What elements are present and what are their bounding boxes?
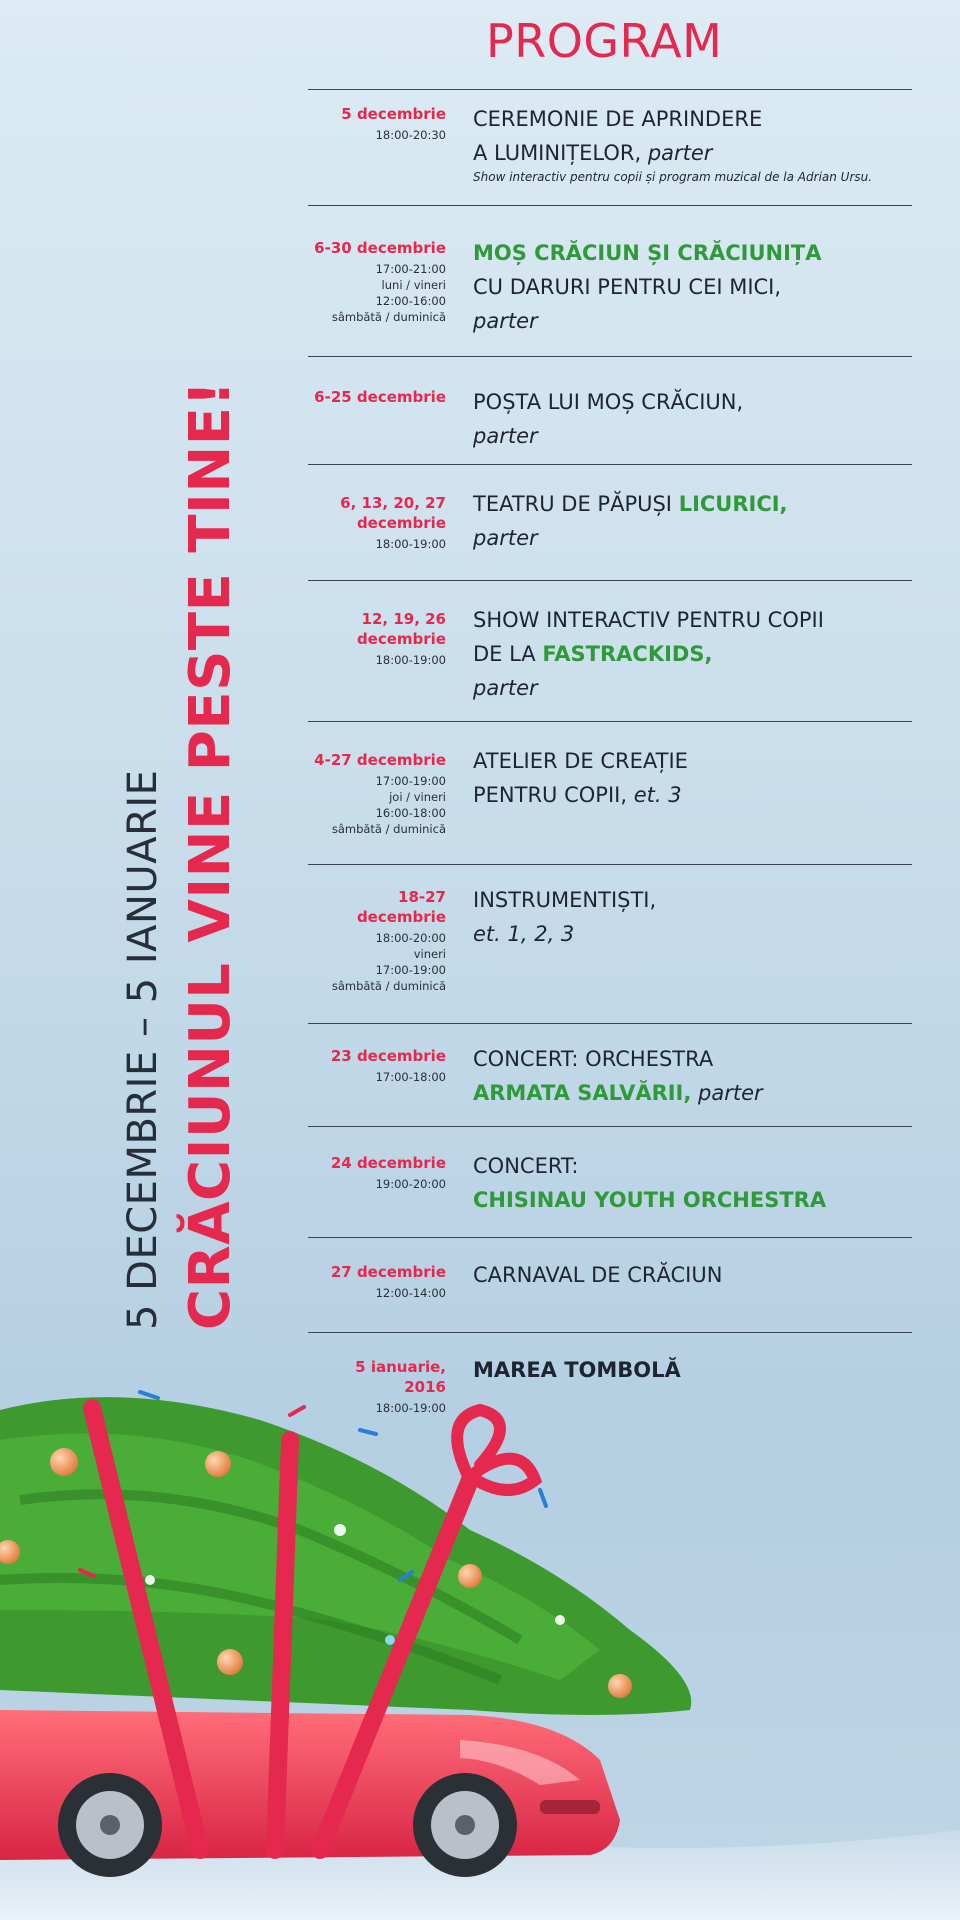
event-date: 2016 (404, 1378, 446, 1396)
event-date-block (308, 104, 446, 143)
event-date: decembrie (356, 514, 446, 532)
event-title-line: TEATRU DE PĂPUȘI (473, 492, 672, 516)
event-days: luni / vineri (381, 278, 446, 292)
event-time: 12:00-14:00 (375, 1286, 446, 1300)
event-date: 12, 19, 26 (361, 610, 446, 628)
event-row (308, 580, 912, 721)
event-title-line: MAREA TOMBOLĂ (473, 1358, 681, 1382)
event-description (473, 1042, 913, 1110)
event-title-line: CONCERT: ORCHESTRA (473, 1047, 714, 1071)
event-description (473, 1149, 913, 1217)
event-title-line: SHOW INTERACTIV PENTRU COPII (473, 608, 824, 632)
event-description (473, 236, 913, 338)
event-title-line: PENTRU COPII, (473, 783, 628, 807)
event-description (473, 487, 913, 555)
event-date: 4-27 decembrie (314, 751, 446, 769)
event-row (308, 464, 912, 580)
event-location: parter (473, 424, 538, 448)
event-highlight: ARMATA SALVĂRII, (473, 1081, 692, 1105)
event-highlight: MOȘ CRĂCIUN ȘI CRĂCIUNIȚA (473, 241, 822, 265)
event-date-block (308, 609, 446, 668)
event-row (308, 89, 912, 205)
event-title-line: POȘTA LUI MOȘ CRĂCIUN, (473, 390, 744, 414)
event-location: parter (473, 676, 538, 700)
event-date: 6-30 decembrie (314, 239, 446, 257)
event-description (473, 385, 913, 453)
event-location: et. 3 (633, 783, 682, 807)
event-note: Show interactiv pentru copii și program muzical de la Adrian Ursu. (473, 170, 873, 184)
side-date-range: 5 DECEMBRIE – 5 IANUARIE (120, 769, 166, 1330)
event-description (473, 102, 913, 186)
event-days: vineri (413, 947, 446, 961)
event-description (473, 1258, 913, 1292)
event-days: sâmbătă / duminică (331, 822, 446, 836)
event-time: 17:00-19:00 (375, 963, 446, 977)
event-date-block (308, 238, 446, 325)
event-date-block (308, 387, 446, 407)
event-title-line: CEREMONIE DE APRINDERE (473, 107, 763, 131)
event-title-line: CONCERT: (473, 1154, 579, 1178)
event-date: decembrie (356, 908, 446, 926)
event-date-block (308, 1262, 446, 1301)
event-row (308, 1237, 912, 1332)
event-time: 17:00-18:00 (375, 1070, 446, 1084)
car-with-tree-illustration (0, 1380, 960, 1920)
event-time: 18:00-19:00 (375, 1401, 446, 1415)
event-date: 24 decembrie (330, 1154, 446, 1172)
event-date: 5 decembrie (341, 105, 446, 123)
page-title: PROGRAM (486, 14, 723, 68)
event-date: 18-27 (398, 888, 446, 906)
event-location: parter (698, 1081, 763, 1105)
event-date: 23 decembrie (330, 1047, 446, 1065)
side-headline: CRĂCIUNUL VINE PESTE TINE! (178, 380, 243, 1330)
event-date: 6, 13, 20, 27 (340, 494, 446, 512)
event-title-line: A LUMINIȚELOR, (473, 141, 642, 165)
event-description (473, 883, 913, 951)
event-highlight: CHISINAU YOUTH ORCHESTRA (473, 1188, 827, 1212)
event-time: 17:00-21:00 (375, 262, 446, 276)
event-time: 19:00-20:00 (375, 1177, 446, 1191)
event-title-line: CU DARURI PENTRU CEI MICI, (473, 275, 782, 299)
event-location: et. 1, 2, 3 (473, 922, 575, 946)
event-date-block (308, 1046, 446, 1085)
event-title-line: DE LA (473, 642, 536, 666)
event-row (308, 1023, 912, 1126)
car (0, 1710, 620, 1877)
event-row (308, 721, 912, 864)
event-location: parter (473, 526, 538, 550)
event-date: 6-25 decembrie (314, 388, 446, 406)
event-date: 27 decembrie (330, 1263, 446, 1281)
event-time: 18:00-20:30 (375, 128, 446, 142)
wheel (58, 1773, 162, 1877)
event-highlight: FASTRACKIDS, (542, 642, 713, 666)
event-date-block (308, 750, 446, 837)
event-time: 18:00-19:00 (375, 653, 446, 667)
event-date-block (308, 1153, 446, 1192)
event-highlight: LICURICI, (678, 492, 788, 516)
event-time: 18:00-20:00 (375, 931, 446, 945)
event-days: sâmbătă / duminică (331, 979, 446, 993)
event-date: decembrie (356, 630, 446, 648)
event-title-line: INSTRUMENTIȘTI, (473, 888, 657, 912)
event-location: parter (647, 141, 713, 165)
event-row (308, 1126, 912, 1237)
event-row (308, 356, 912, 464)
event-time: 12:00-16:00 (375, 294, 446, 308)
event-date-block (308, 493, 446, 552)
event-time: 17:00-19:00 (375, 774, 446, 788)
event-row (308, 205, 912, 356)
event-row (308, 864, 912, 1023)
event-description (473, 603, 913, 705)
program-list (308, 89, 912, 1433)
event-days: joi / vineri (389, 790, 446, 804)
event-time: 18:00-19:00 (375, 537, 446, 551)
event-title-line: CARNAVAL DE CRĂCIUN (473, 1263, 723, 1287)
event-location: parter (473, 309, 538, 333)
event-date: 5 ianuarie, (355, 1358, 446, 1376)
event-time: 16:00-18:00 (375, 806, 446, 820)
event-days: sâmbătă / duminică (331, 310, 446, 324)
event-date-block (308, 887, 446, 994)
event-title-line: ATELIER DE CREAȚIE (473, 749, 688, 773)
wheel (413, 1773, 517, 1877)
event-description (473, 744, 913, 812)
